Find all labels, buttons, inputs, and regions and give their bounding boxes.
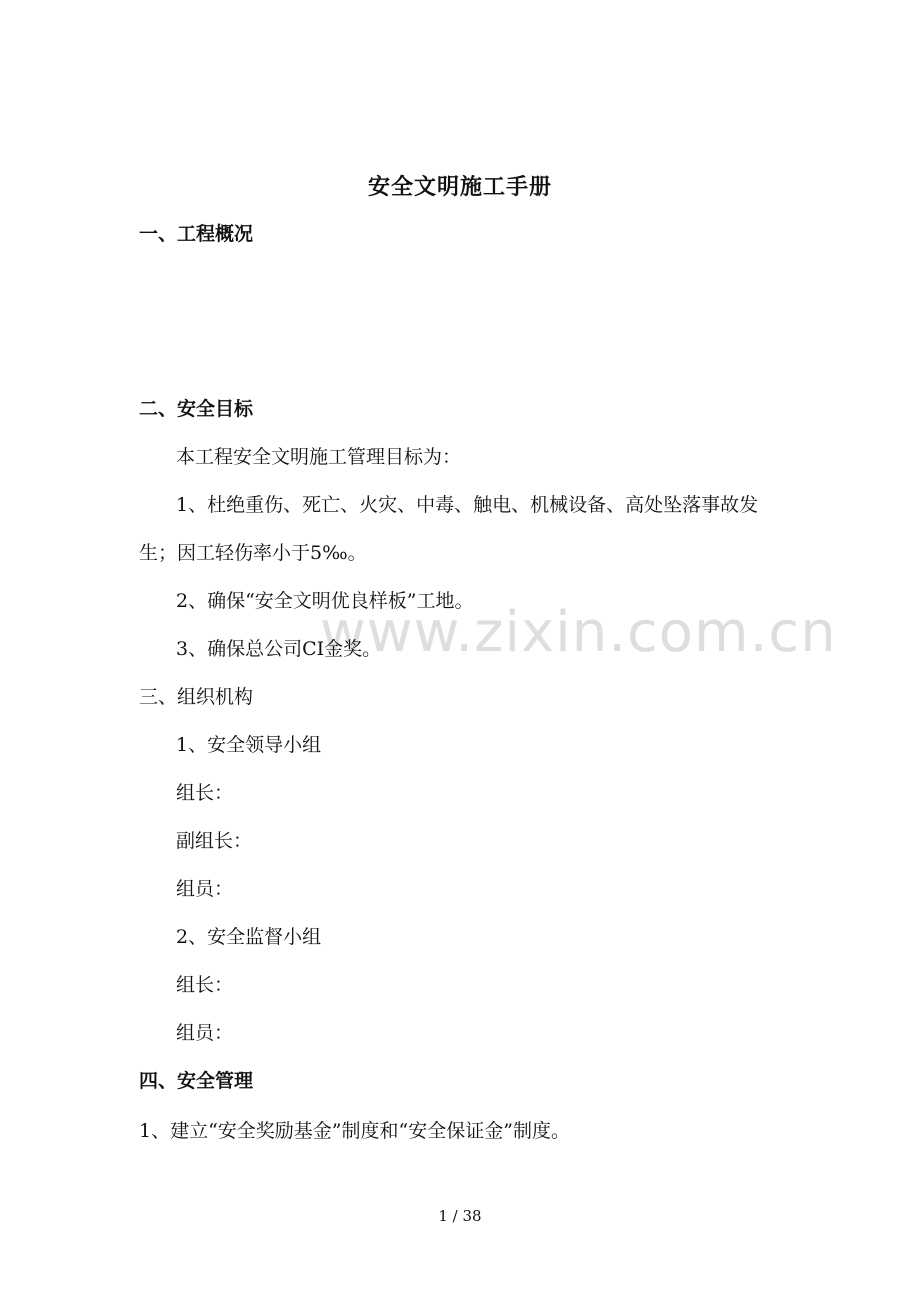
section-heading-overview: 一、工程概况 [139,223,254,245]
section-heading-safety-management: 四、安全管理 [139,1070,254,1092]
paragraph-goal-2: 2、确保“安全文明优良样板”工地。 [176,590,474,612]
section-heading-safety-goals: 二、安全目标 [139,398,254,420]
subheading-supervision-group: 2、安全监督小组 [176,926,322,948]
field-leader: 组长： [176,782,234,804]
paragraph-management-1: 1、建立“安全奖励基金”制度和“安全保证金”制度。 [139,1120,570,1142]
subheading-leadership-group: 1、安全领导小组 [176,734,322,756]
watermark: www.zixin.com.cn [320,600,837,665]
page-title: 安全文明施工手册 [367,174,552,200]
field-supervision-members: 组员： [176,1022,234,1044]
page-number: 1 / 38 [438,1207,482,1225]
field-deputy-leader: 副组长： [176,830,253,852]
paragraph-goal-3: 3、确保总公司CI金奖。 [176,638,382,660]
paragraph-goals-intro: 本工程安全文明施工管理目标为： [176,446,462,468]
paragraph-goal-1-line-2: 生；因工轻伤率小于5‰。 [139,542,367,564]
paragraph-goal-1-line-1: 1、杜绝重伤、死亡、火灾、中毒、触电、机械设备、高处坠落事故发 [176,494,759,516]
field-supervision-leader: 组长： [176,974,234,996]
field-members: 组员： [176,878,234,900]
section-heading-organization: 三、组织机构 [139,686,254,708]
